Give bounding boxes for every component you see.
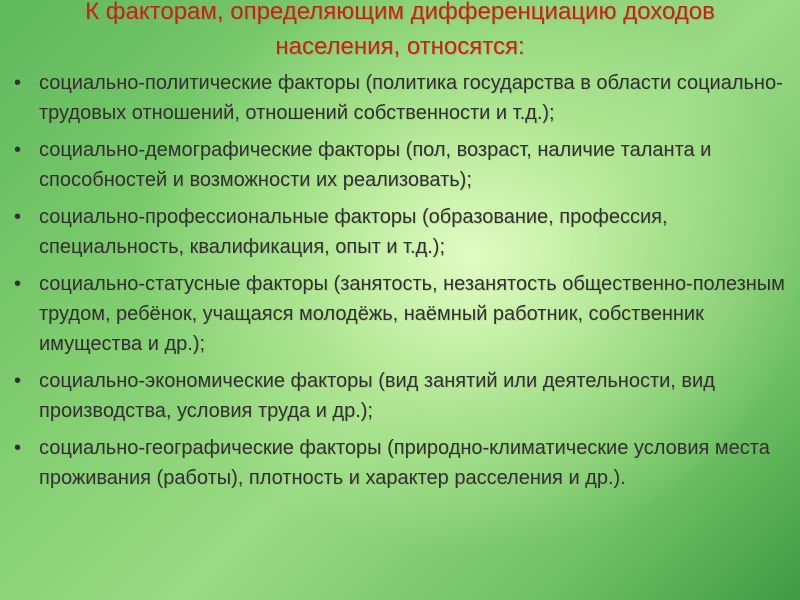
factor-text: социально-профессиональные факторы (образование, профессия, специальность, квалификация, опыт и т.д.); <box>39 206 668 258</box>
slide-title-line-1: К факторам, определяющим дифференциацию доходов <box>85 0 715 25</box>
factor-item-social-status <box>14 269 786 359</box>
bullet-icon: • <box>14 72 22 94</box>
factor-text: социально-демографические факторы (пол, возраст, наличие таланта и способностей и возможности их реализовать); <box>39 139 712 191</box>
factor-list <box>14 68 786 500</box>
bullet-icon: • <box>14 139 22 161</box>
factor-item-social-economic <box>14 366 786 426</box>
bullet-icon: • <box>14 206 22 228</box>
factor-item-social-professional <box>14 202 786 262</box>
factor-text: социально-политические факторы (политика государства в области социально-трудовых отношений, отношений собственности и т.д.); <box>39 72 783 124</box>
factor-item-social-political <box>14 68 786 128</box>
bullet-icon: • <box>14 273 22 295</box>
factor-item-social-demographic <box>14 135 786 195</box>
factor-text: социально-статусные факторы (занятость, незанятость общественно-полезным трудом, ребёнок, учащаяся молодёжь, наёмный работник, собственник имущества и др.); <box>39 273 785 355</box>
slide-title-line-2: населения, относятся: <box>275 33 525 60</box>
factor-text: социально-экономические факторы (вид занятий или деятельности, вид производства, условия труда и др.); <box>39 370 715 422</box>
slide-title <box>0 0 800 64</box>
factor-text: социально-географические факторы (природно-климатические условия места проживания (работы), плотность и характер расселения и др.). <box>39 437 770 489</box>
factor-item-social-geographic <box>14 433 786 493</box>
bullet-icon: • <box>14 370 22 392</box>
bullet-icon: • <box>14 437 22 459</box>
